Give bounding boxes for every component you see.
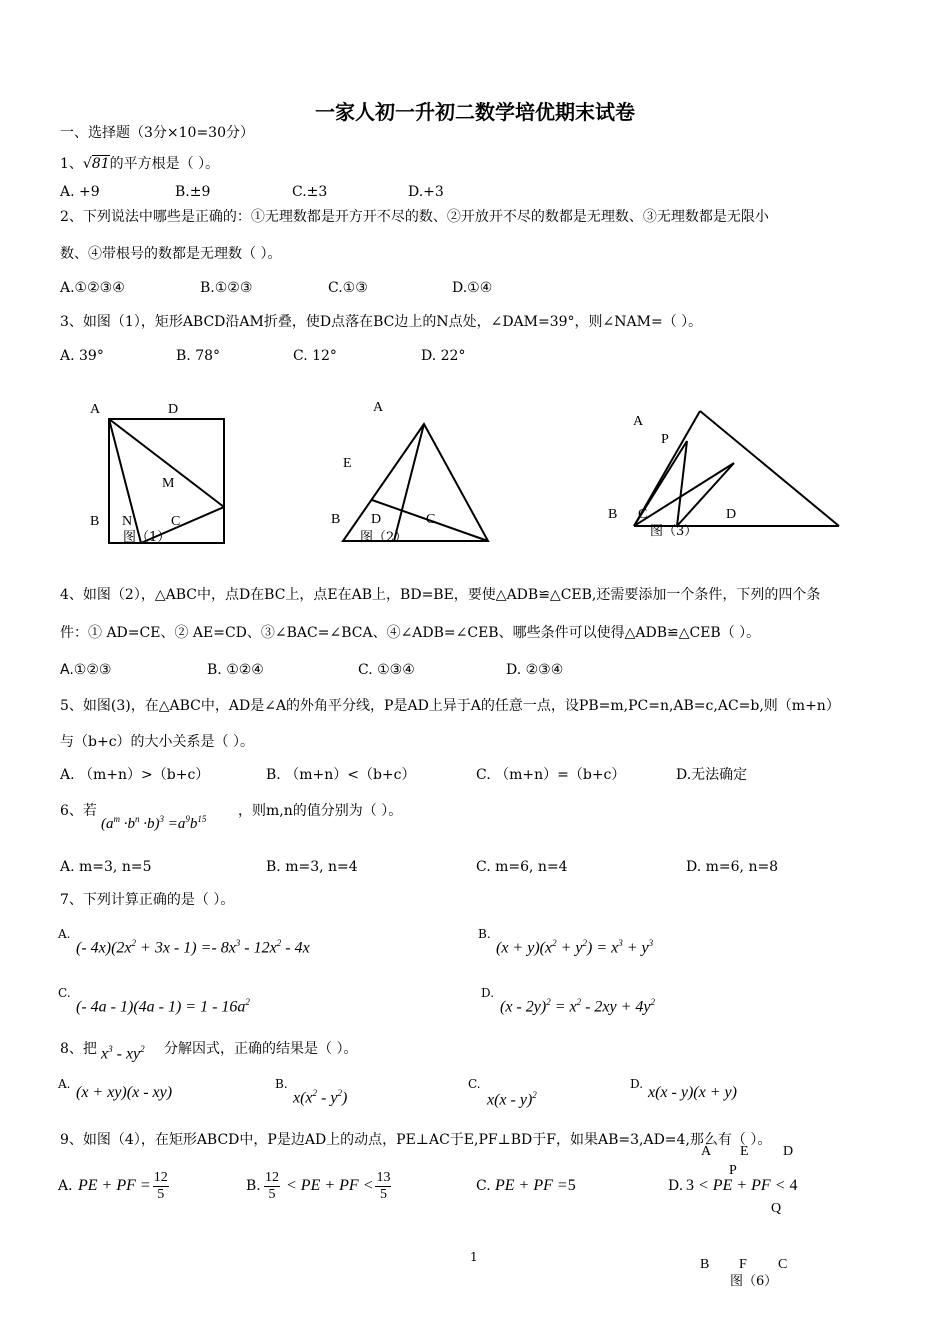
q5-line1: 5、如图(3)，在△ABC中，AD是∠A的外角平分线，P是AD上异于A的任意一点，设PB=m,PC=n,AB=c,AC=b,则（m+n） bbox=[60, 698, 840, 714]
q6-option-a: A. m=3, n=5 bbox=[60, 859, 152, 875]
fig2-label-e: E bbox=[343, 456, 352, 471]
q4-option-d: D. ②③④ bbox=[506, 662, 564, 678]
q2-option-c: C.①③ bbox=[328, 280, 368, 296]
q8-prefix: 8、把 bbox=[60, 1041, 97, 1057]
fig1-label-a: A bbox=[90, 402, 101, 417]
q3-option-a: A. 39° bbox=[60, 348, 104, 364]
fig6-label-d: D bbox=[783, 1144, 794, 1159]
q2-line2: 数、④带根号的数都是无理数（ ）。 bbox=[60, 246, 282, 262]
fig3-label-p: P bbox=[661, 432, 669, 447]
q9-option-c-formula: PE + PF =5 bbox=[495, 1177, 576, 1194]
fig6-label-e: E bbox=[740, 1144, 749, 1159]
fig2-label-c: C bbox=[426, 512, 436, 527]
q8-expression: $x^3 - xy^2$ bbox=[101, 1044, 145, 1063]
q1-prefix: 1、 bbox=[60, 156, 83, 172]
q6-formula: $(a^m \cdot b^n \cdot b)^3 =a^9b^{15}$ bbox=[101, 814, 207, 832]
fig2-triangle bbox=[343, 424, 488, 541]
q7-option-a-formula: (- $4x)(2x^2 + 3x - 1) =- 8x^3 - 12x^2 - 4x$ bbox=[76, 938, 310, 957]
q5-option-d: D.无法确定 bbox=[676, 767, 748, 783]
q6-option-b: B. m=3, n=4 bbox=[266, 859, 358, 875]
q7-label-b: B. bbox=[478, 927, 491, 941]
fig6-caption: 图（6） bbox=[730, 1274, 778, 1289]
fig3-caption: 图（3） bbox=[650, 524, 698, 539]
fig2-label-d: D bbox=[371, 512, 382, 527]
fig6-label-a: A bbox=[701, 1144, 712, 1159]
figure-3 bbox=[634, 411, 839, 526]
fig2-label-b: B bbox=[331, 512, 341, 527]
q8-option-b-formula: $x(x^2 - y^2)$ bbox=[293, 1088, 348, 1107]
q3-option-d: D. 22° bbox=[421, 348, 466, 364]
q5-line2: 与（b+c）的大小关系是（ ）。 bbox=[60, 734, 254, 750]
fig6-label-b: B bbox=[700, 1257, 710, 1272]
q8-option-a-formula: (x + xy)(x - xy) bbox=[76, 1084, 173, 1101]
q8-label-b: B. bbox=[275, 1077, 288, 1091]
q1-option-d: D.+3 bbox=[408, 184, 444, 200]
fig1-label-m: M bbox=[162, 476, 175, 491]
q3-stem: 3、如图（1），矩形ABCD沿AM折叠，使D点落在BC边上的N点处，∠DAM=39°，则∠NAM=（ ）。 bbox=[60, 314, 703, 330]
fig1-line-AM bbox=[109, 419, 224, 507]
fig2-label-a: A bbox=[373, 400, 384, 415]
q9-label-c: C. bbox=[476, 1178, 491, 1194]
q1-option-a: A. +9 bbox=[60, 184, 100, 200]
q9-option-d-formula: 3 < PE + PF < 4 bbox=[686, 1177, 798, 1194]
fig1-caption: 图（1） bbox=[123, 530, 171, 545]
q8-label-d: D. bbox=[630, 1077, 644, 1091]
fig3-label-c: C bbox=[638, 507, 648, 522]
q9-option-b-formula: $\frac{12}{5}$ < PE + PF < $\frac{13}{5}$ bbox=[265, 1169, 391, 1202]
figure-2 bbox=[343, 424, 488, 541]
q5-option-b: B. （m+n）<（b+c） bbox=[266, 767, 416, 783]
q7-option-d-formula: $(x - 2y)^2 = x^2 - 2xy + 4y^2$ bbox=[500, 997, 656, 1016]
fig1-label-n: N bbox=[122, 514, 133, 529]
page-title: 一家人初一升初二数学培优期末试卷 bbox=[315, 100, 635, 124]
q2-option-d: D.①④ bbox=[452, 280, 493, 296]
q7-label-c: C. bbox=[58, 986, 71, 1000]
q1-option-b: B.±9 bbox=[175, 184, 211, 200]
q7-label-d: D. bbox=[481, 986, 495, 1000]
fig3-label-b: B bbox=[608, 507, 618, 522]
q6-prefix: 6、若 bbox=[60, 803, 97, 819]
q9-label-d: D. bbox=[668, 1178, 684, 1194]
q4-line2: 件：① AD=CE、② AE=CD、③∠BAC=∠BCA、④∠ADB=∠CEB、哪些条件可以使得△ADB≌△CEB（ ）。 bbox=[60, 625, 761, 641]
q4-line1: 4、如图（2），△ABC中，点D在BC上，点E在AB上，BD=BE，要使△ADB≌△CEB,还需要添加一个条件，下列的四个条 bbox=[60, 587, 821, 603]
fig3-line-CD bbox=[700, 411, 839, 526]
q5-option-a: A. （m+n）>（b+c） bbox=[60, 767, 210, 783]
q4-option-b: B. ①②④ bbox=[207, 662, 264, 678]
sqrt-81: √81 bbox=[82, 156, 110, 172]
fig2-line-AD bbox=[394, 424, 424, 541]
q9-stem: 9、如图（4），在矩形ABCD中，P是边AD上的动点，PE⊥AC于E,PF⊥BD于F，如果AB=3,AD=4,那么有（ ）。 bbox=[60, 1132, 772, 1148]
fig1-label-c: C bbox=[171, 514, 181, 529]
section-heading: 一、选择题（3分×10=30分） bbox=[60, 125, 254, 141]
q7-stem: 7、下列计算正确的是（ ）。 bbox=[60, 892, 235, 908]
q6-suffix: ，则m,n的值分别为（ ）。 bbox=[238, 803, 403, 819]
fig2-caption: 图（2） bbox=[360, 530, 408, 545]
fig6-label-p: P bbox=[729, 1163, 737, 1178]
q9-label-b: B. bbox=[246, 1178, 261, 1194]
fig3-label-a: A bbox=[633, 414, 644, 429]
q1-option-c: C.±3 bbox=[292, 184, 328, 200]
q6-option-d: D. m=6, n=8 bbox=[686, 859, 779, 875]
q6-option-c: C. m=6, n=4 bbox=[476, 859, 568, 875]
q9-option-a-formula: PE + PF = $\frac{12}{5}$ bbox=[78, 1169, 168, 1202]
fig1-label-d: D bbox=[168, 402, 179, 417]
fig1-label-b: B bbox=[90, 514, 100, 529]
q7-option-b-formula: $(x + y)(x^2 + y^2) = x^3 + y^3$ bbox=[496, 938, 654, 957]
q8-option-c-formula: x(x - y)$^2$ bbox=[487, 1090, 537, 1109]
fig6-label-f: F bbox=[739, 1257, 747, 1272]
fig3-label-d: D bbox=[726, 507, 737, 522]
q3-option-b: B. 78° bbox=[176, 348, 221, 364]
fig6-label-q: Q bbox=[771, 1201, 782, 1216]
q4-option-a: A.①②③ bbox=[60, 662, 112, 678]
q2-option-a: A.①②③④ bbox=[60, 280, 125, 296]
q8-option-d-formula: x(x - y)(x + y) bbox=[648, 1084, 737, 1101]
q5-option-c: C. （m+n）=（b+c） bbox=[476, 767, 626, 783]
q8-label-a: A. bbox=[58, 1077, 71, 1091]
page-number: 1 bbox=[470, 1250, 478, 1264]
q9-label-a: A. bbox=[58, 1178, 73, 1194]
q8-suffix: 分解因式，正确的结果是（ ）。 bbox=[164, 1041, 358, 1057]
q7-label-a: A. bbox=[58, 927, 71, 941]
q2-option-b: B.①②③ bbox=[200, 280, 253, 296]
q3-option-c: C. 12° bbox=[293, 348, 337, 364]
q1-suffix: 的平方根是（ ）。 bbox=[109, 156, 220, 172]
q8-label-c: C. bbox=[468, 1077, 481, 1091]
q2-line1: 2、下列说法中哪些是正确的：①无理数都是开方开不尽的数、②开放开不尽的数都是无理数、③无理数都是无限小 bbox=[60, 209, 769, 225]
q7-option-c-formula: (- $4a - 1)(4a - 1) = 1 - 16a^2$ bbox=[76, 997, 250, 1016]
q4-option-c: C. ①③④ bbox=[358, 662, 415, 678]
fig6-label-c: C bbox=[778, 1257, 788, 1272]
